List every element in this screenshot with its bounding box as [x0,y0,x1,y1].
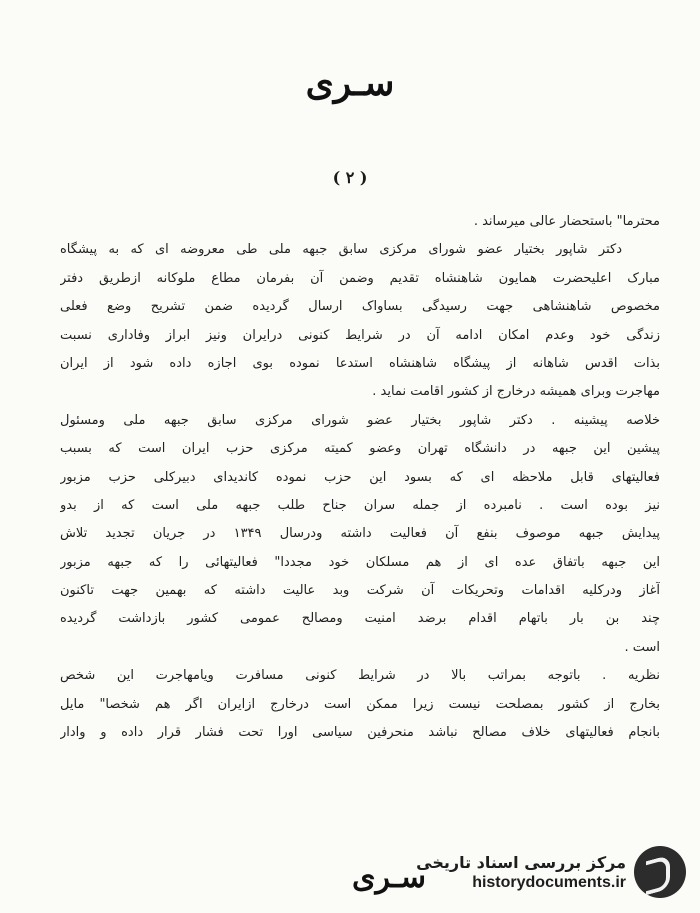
text-line: این جبهه باتفاق عده ای از هم مسلکان خود مجددا" فعالیتهائی را که جبهه مزبور [60,554,660,570]
text-line: آغاز ودرکلیه اقدامات وتحریکات آن شرکت وبد عالیت داشته که بهمین جهت تاکنون [60,583,660,599]
text-line: بانجام فعالیتهای خلاف مصالح نباشد منحرفین سیاسی اورا تحت فشار قرار داده و وادار [60,725,660,741]
text-line: مخصوص شاهنشاهی جهت رسیدگی بساواک ارسال گردیده ضمن تشریح وضع فعلی [60,299,660,315]
text-line: است . [624,639,660,655]
watermark-title: مرکز بررسی اسناد تاریخی [416,852,626,872]
text-line: خلاصه پیشینه . دکتر شاپور بختیار عضو شورای مرکزی سابق جبهه ملی ومسئول [60,412,660,428]
classification-footer: سـرى [352,860,426,895]
text-line: فعالیتهای قابل ملاحظه ای که بسود این حزب نموده کاندیدای دبیرکلی حزب مزبور [60,469,660,485]
page-number: ( ۲ ) [332,168,368,187]
book-logo-icon [634,846,686,898]
text-line: دکتر شاپور بختیار عضو شورای مرکزی سابق جبهه ملی طی معروضه ای که به پیشگاه [60,242,622,258]
classification-header: سـرى [305,62,395,104]
document-body [60,208,660,747]
text-line: محترما" باستحضار عالی میرساند . [473,214,660,229]
text-line: بذات اقدس شاهانه از پیشگاه شاهنشاه استدعا نموده بوی اجازه داده شود از ایران [60,355,660,371]
text-line: مبارک اعلیحضرت همایون شاهنشاه تقدیم وضمن آن بفرمان مطاع ملوکانه ازطریق دفتر [60,270,660,286]
text-line: پیدایش جبهه موصوف بنفع آن فعالیت داشته ودرسال ۱۳۴۹ در جریان تجدید تلاش [60,526,660,542]
watermark [416,839,686,905]
text-line: نیز بوده است . نامبرده از جمله سران جناح طلب جبهه ملی است که از بدو [60,497,660,513]
text-line: چند بن بار باتهام اقدام برضد امنیت ومصالح عمومی کشور بازداشت گردیده [60,611,660,627]
text-line: بخارج از کشور بمصلحت نیست زیرا ممکن است درخارج ازایران اگر هم شخصا" مایل [60,696,660,712]
watermark-url: historydocuments.ir [472,873,626,891]
text-line: پیشین این جبهه در دانشگاه تهران وعضو کمیته مرکزی حزب ایران است که بسبب [60,441,660,457]
text-line: نظریه . باتوجه بمراتب بالا در شرایط کنونی مسافرت ویامهاجرت این شخص [60,668,660,684]
watermark-text [416,853,626,892]
text-line: مهاجرت وبرای همیشه درخارج از کشور اقامت نماید . [372,384,660,400]
text-line: زندگی خود وعدم امکان ادامه آن در شرایط کنونی درایران ونیز ابراز وفاداری نسبت [60,327,660,343]
